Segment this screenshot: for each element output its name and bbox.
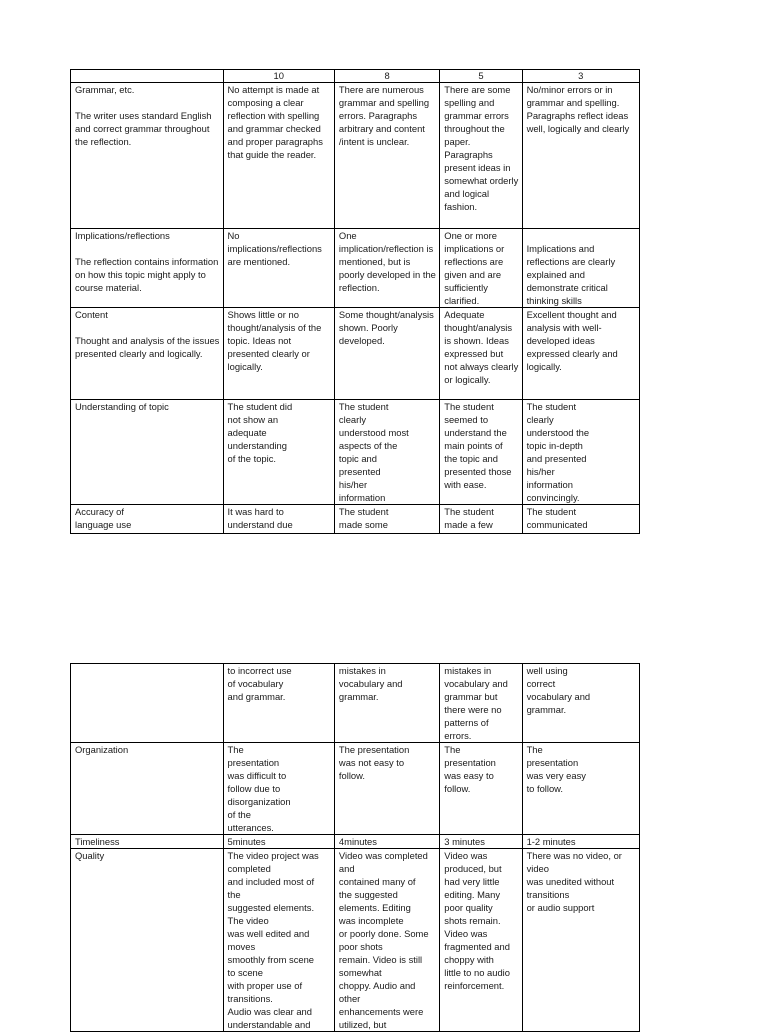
score-8-cell: There are numerous grammar and spelling errors. Paragraphs arbitrary and content /intent is unclear. [334, 83, 439, 229]
criterion-cell: Content Thought and analysis of the issues presented clearly and logically. [71, 308, 224, 400]
rubric-row-implications [71, 229, 640, 308]
score-8-cell: The student clearly understood most aspects of the topic and presented his/her information [334, 400, 439, 505]
score-header-10: 10 [223, 70, 334, 83]
score-5-cell: Adequate thought/analysis is shown. Ideas expressed but not always clearly or logically. [440, 308, 522, 400]
score-8-cell: mistakes in vocabulary and grammar. [334, 664, 439, 743]
score-10-cell: No attempt is made at composing a clear reflection with spelling and grammar checked and proper paragraphs that guide the reader. [223, 83, 334, 229]
rubric-table-bottom [70, 663, 640, 1032]
score-5-cell: One or more implications or reflections are given and are sufficiently clarified. [440, 229, 522, 308]
rubric-row-timeliness [71, 835, 640, 849]
score-8-cell: 4minutes [334, 835, 439, 849]
criterion-cell: Timeliness [71, 835, 224, 849]
score-3-cell: No/minor errors or in grammar and spelling. Paragraphs reflect ideas well, logically and clearly [522, 83, 639, 229]
score-10-cell: The presentation was difficult to follow due to disorganization of the utterances. [223, 743, 334, 835]
score-10-cell: No implications/reflections are mentioned. [223, 229, 334, 308]
score-5-cell: The student seemed to understand the main points of the topic and presented those with ease. [440, 400, 522, 505]
criterion-cell: Organization [71, 743, 224, 835]
score-5-cell: The student made a few [440, 505, 522, 534]
score-5-cell: There are some spelling and grammar errors throughout the paper. Paragraphs present ideas in somewhat orderly and logical fashion. [440, 83, 522, 229]
score-header-row [71, 70, 640, 83]
score-10-cell: to incorrect use of vocabulary and grammar. [223, 664, 334, 743]
score-8-cell: The presentation was not easy to follow. [334, 743, 439, 835]
score-8-cell: Video was completed and contained many of the suggested elements. Editing was incomplete or poorly done. Some poor shots remain. Video is still somewhat choppy. Audio and other enhancements were utilized, but [334, 849, 439, 1032]
score-5-cell: 3 minutes [440, 835, 522, 849]
score-8-cell: The student made some [334, 505, 439, 534]
score-8-cell: Some thought/analysis shown. Poorly developed. [334, 308, 439, 400]
score-10-cell: It was hard to understand due [223, 505, 334, 534]
score-8-cell: One implication/reflection is mentioned, but is poorly developed in the reflection. [334, 229, 439, 308]
score-3-cell: The presentation was very easy to follow. [522, 743, 639, 835]
header-blank-cell [71, 70, 224, 83]
score-3-cell: Excellent thought and analysis with well-developed ideas expressed clearly and logically. [522, 308, 639, 400]
rubric-row-organization [71, 743, 640, 835]
score-10-cell: The video project was completed and included most of the suggested elements. The video was well edited and moves smoothly from scene to scene with proper use of transitions. Audio was clear and understandable and [223, 849, 334, 1032]
score-5-cell: The presentation was easy to follow. [440, 743, 522, 835]
criterion-cell [71, 664, 224, 743]
rubric-row-accuracy-continued [71, 664, 640, 743]
rubric-row-understanding [71, 400, 640, 505]
score-10-cell: 5minutes [223, 835, 334, 849]
rubric-row-grammar [71, 83, 640, 229]
score-10-cell: Shows little or no thought/analysis of the topic. Ideas not presented clearly or logically. [223, 308, 334, 400]
rubric-row-quality [71, 849, 640, 1032]
score-3-cell: Implications and reflections are clearly explained and demonstrate critical thinking skills [522, 229, 639, 308]
score-3-cell: The student communicated [522, 505, 639, 534]
score-5-cell: Video was produced, but had very little editing. Many poor quality shots remain. Video was fragmented and choppy with little to no audio reinforcement. [440, 849, 522, 1032]
score-header-3: 3 [522, 70, 639, 83]
score-3-cell: well using correct vocabulary and grammar. [522, 664, 639, 743]
criterion-cell: Understanding of topic [71, 400, 224, 505]
rubric-row-accuracy [71, 505, 640, 534]
criterion-cell: Quality [71, 849, 224, 1032]
criterion-cell: Implications/reflections The reflection contains information on how this topic might apply to course material. [71, 229, 224, 308]
score-3-cell: 1-2 minutes [522, 835, 639, 849]
criterion-cell: Grammar, etc. The writer uses standard English and correct grammar throughout the reflection. [71, 83, 224, 229]
criterion-cell: Accuracy of language use [71, 505, 224, 534]
score-header-5: 5 [440, 70, 522, 83]
rubric-row-content [71, 308, 640, 400]
score-header-8: 8 [334, 70, 439, 83]
score-3-cell: The student clearly understood the topic in-depth and presented his/her information convincingly. [522, 400, 639, 505]
score-3-cell: There was no video, or video was unedited without transitions or audio support [522, 849, 639, 1032]
rubric-table-top [70, 69, 640, 534]
score-10-cell: The student did not show an adequate understanding of the topic. [223, 400, 334, 505]
score-5-cell: mistakes in vocabulary and grammar but there were no patterns of errors. [440, 664, 522, 743]
